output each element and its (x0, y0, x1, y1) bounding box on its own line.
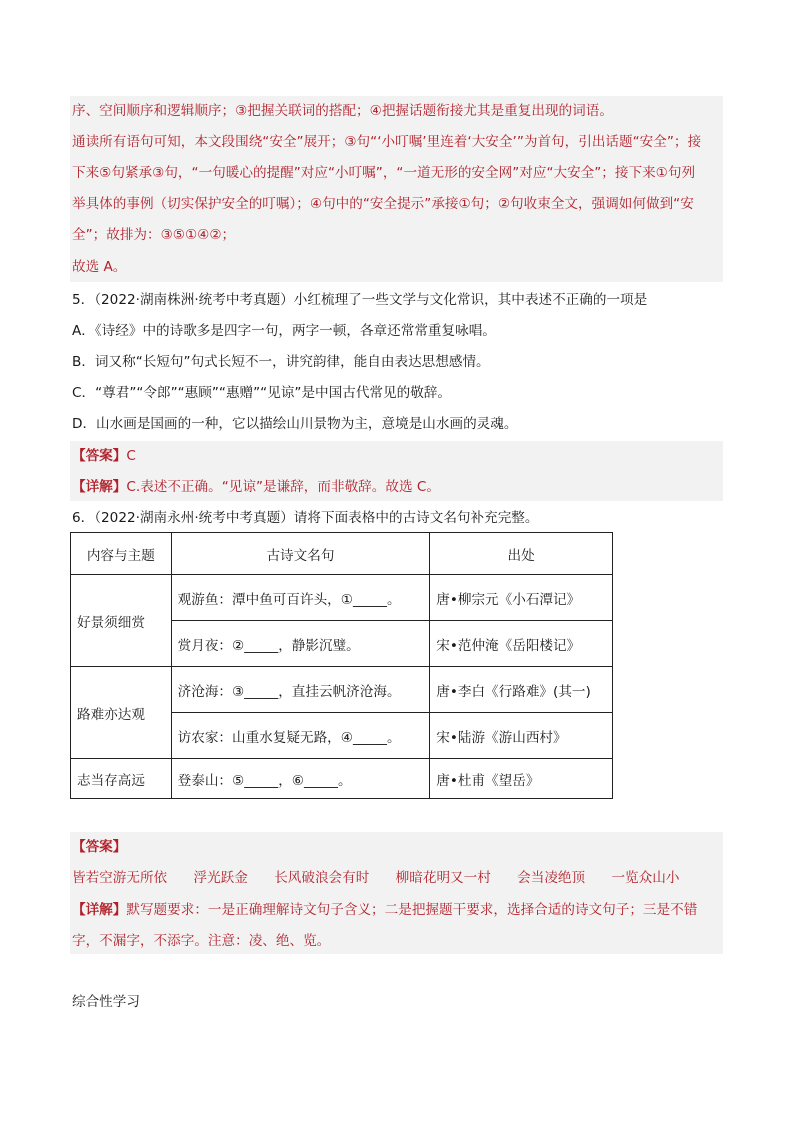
question-6-detail (72, 900, 697, 920)
answer-item: 会当凌绝顶 (517, 870, 586, 886)
question-5-option-c: C．“尊君”“令郎”“惠顾”“惠赠”“见谅”是中国古代常见的敬辞。 (72, 385, 451, 401)
question-5-detail (72, 477, 440, 497)
source-cell: 宋•范仲淹《岳阳楼记》 (430, 621, 613, 667)
detail-tag: 【详解】 (72, 479, 127, 495)
section-title: 综合性学习 (72, 994, 140, 1010)
answer-item: 柳暗花明又一村 (395, 870, 491, 886)
question-5-stem: 5．（2022·湖南株洲·统考中考真题）小红梳理了一些文学与文化常识，其中表述不正确的一项是 (72, 292, 648, 308)
explanation-block (70, 96, 723, 282)
source-cell: 唐•杜甫《望岳》 (430, 759, 613, 799)
theme-cell: 志当存高远 (71, 759, 172, 799)
table-header: 内容与主题 (71, 533, 172, 575)
table-header: 古诗文名句 (171, 533, 430, 575)
poem-line-cell: 赏月夜：②_____，静影沉璧。 (171, 621, 430, 667)
table-header-row (71, 533, 613, 575)
poem-line-cell: 登泰山：⑤_____，⑥_____。 (171, 759, 430, 799)
answer-item: 浮光跃金 (193, 870, 248, 886)
question-5-option-d: D．山水画是国画的一种，它以描绘山川景物为主，意境是山水画的灵魂。 (72, 416, 518, 432)
poem-line-cell: 访农家：山重水复疑无路，④_____。 (171, 713, 430, 759)
detail-text: C.表述不正确。“见谅”是谦辞，而非敬辞。故选 C。 (126, 479, 440, 495)
answer-item: 一览众山小 (611, 870, 680, 886)
question-6-answers (72, 868, 701, 888)
answer-tag: 【答案】 (72, 839, 127, 855)
explanation-line: 全”；故排为：③⑤①④②； (72, 227, 236, 243)
answer-item: 皆若空游无所依 (72, 870, 168, 886)
explanation-line: 下来⑤句紧承③句，“一句暖心的提醒”对应“小叮嘱”，“一道无形的安全网”对应“大安全”；接下来①句列 (72, 165, 696, 181)
question-5-option-b: B．词又称“长短句”句式长短不一，讲究韵律，能自由表达思想感情。 (72, 354, 490, 370)
detail-text: 默写题要求：一是正确理解诗文句子含义；二是把握题干要求，选择合适的诗文句子；三是不错 (126, 902, 698, 918)
explanation-line: 举具体的事例（切实保护安全的叮嘱）；④句中的“安全提示”承接①句；②句收束全文，强调如何做到“安 (72, 196, 694, 212)
theme-cell: 路难亦达观 (71, 667, 172, 759)
theme-cell: 好景须细赏 (71, 575, 172, 667)
source-cell: 唐•柳宗元《小石潭记》 (430, 575, 613, 621)
question-5-answer (72, 446, 136, 466)
table-row (71, 759, 613, 799)
explanation-line: 通读所有语句可知，本文段围绕“安全”展开；③句“‘小叮嘱’里连着‘大安全’”为首句，引出话题“安全”；接 (72, 134, 702, 150)
table-row (71, 575, 613, 621)
table-row (71, 667, 613, 713)
question-6-detail-continued: 字，不漏字，不添字。注意：凌、绝、览。 (72, 933, 331, 949)
source-cell: 唐•李白《行路难》(其一) (430, 667, 613, 713)
answer-tag: 【答案】 (72, 448, 127, 464)
answer-item: 长风破浪会有时 (274, 870, 370, 886)
question-5-option-a: A．《诗经》中的诗歌多是四字一句，两字一顿，各章还常常重复咏唱。 (72, 323, 496, 339)
source-cell: 宋•陆游《游山西村》 (430, 713, 613, 759)
explanation-line: 故选 A。 (72, 259, 127, 275)
answer-value: C (126, 448, 136, 464)
table-header: 出处 (430, 533, 613, 575)
poem-table (70, 532, 613, 799)
poem-line-cell: 济沧海：③_____，直挂云帆济沧海。 (171, 667, 430, 713)
poem-line-cell: 观游鱼：潭中鱼可百许头，①_____。 (171, 575, 430, 621)
explanation-line: 序、空间顺序和逻辑顺序；③把握关联词的搭配；④把握话题衔接尤其是重复出现的词语。 (72, 103, 613, 119)
question-6-stem: 6．（2022·湖南永州·统考中考真题）请将下面表格中的古诗文名句补充完整。 (72, 510, 539, 526)
detail-tag: 【详解】 (72, 902, 127, 918)
question-6-answer-tag-line (72, 837, 126, 857)
